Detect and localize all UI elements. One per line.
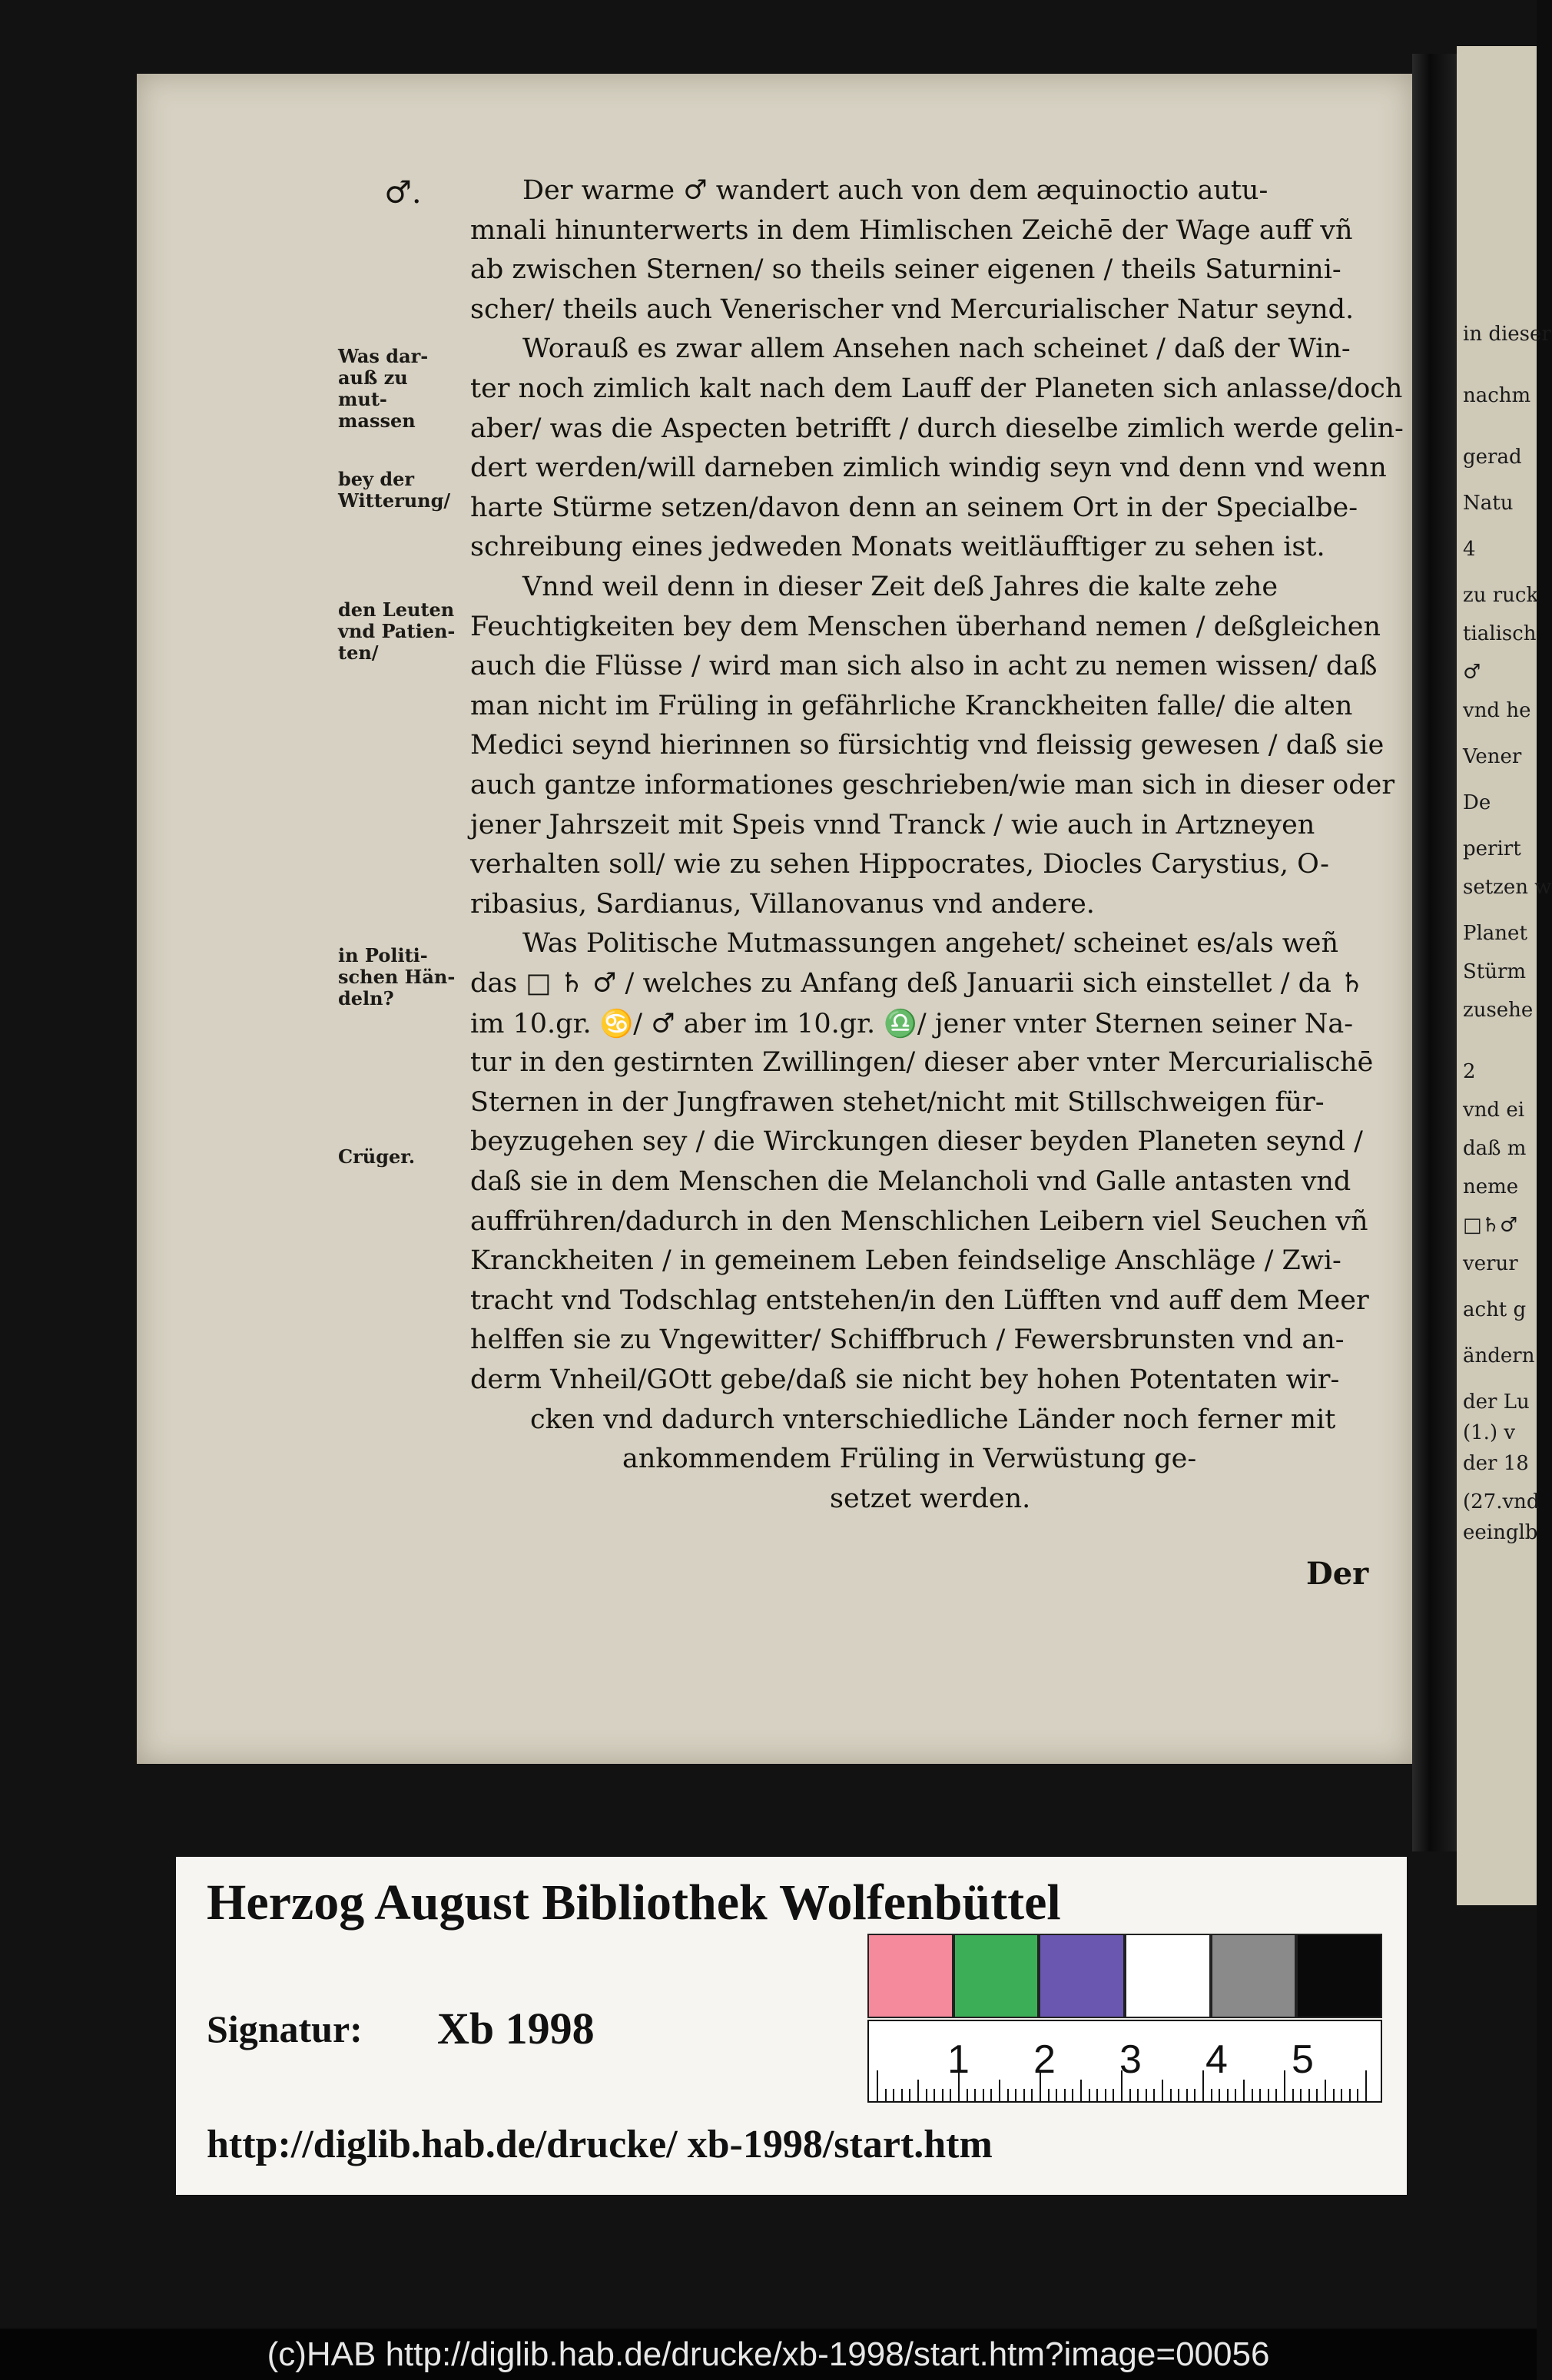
ruler-tick: [1080, 2080, 1082, 2101]
ruler-tick: [1023, 2089, 1025, 2101]
adjacent-page-text: (27.vnd: [1463, 1490, 1540, 1513]
ruler-tick: [1056, 2089, 1057, 2101]
adjacent-page-text: setzen w: [1463, 876, 1552, 899]
adjacent-page-text: vnd he: [1463, 699, 1531, 722]
margin-note: Was dar- auß zu mut- massen: [338, 345, 429, 432]
ruler-tick: [901, 2089, 903, 2101]
ruler-tick: [1146, 2089, 1147, 2101]
ruler-tick: [942, 2089, 943, 2101]
ruler-tick: [917, 2080, 919, 2101]
adjacent-page-text: zu ruck: [1463, 584, 1539, 607]
body-text-line: Feuchtigkeiten bey dem Menschen überhand nemen / deßgleichen: [470, 611, 1381, 642]
body-text-line: scher/ theils auch Venerischer vnd Mercurialischer Natur seynd.: [470, 293, 1355, 325]
library-card: [176, 1857, 1407, 2195]
adjacent-page-text: der 18: [1463, 1452, 1529, 1475]
ruler-tick: [926, 2089, 927, 2101]
ruler-tick: [1284, 2070, 1285, 2101]
ruler-tick: [1316, 2089, 1318, 2101]
adjacent-page-text: Planet: [1463, 922, 1527, 945]
body-text-line: Vnnd weil denn in dieser Zeit deß Jahres die kalte zehe: [522, 572, 1278, 602]
adjacent-page-text: tialisch: [1463, 622, 1537, 645]
margin-note: bey der Witterung/: [338, 468, 451, 512]
adjacent-page-text: daß m: [1463, 1137, 1527, 1160]
adjacent-page-text: Vener: [1463, 745, 1522, 768]
body-text-line: helffen sie zu Vngewitter/ Schiffbruch / Fewersbrunsten vnd an-: [470, 1324, 1345, 1356]
ruler-tick: [1072, 2089, 1073, 2101]
adjacent-page-text: neme: [1463, 1175, 1519, 1198]
margin-note: Crüger.: [338, 1145, 416, 1168]
color-swatch: [1039, 1934, 1125, 2018]
adjacent-page-text: Natu: [1463, 492, 1514, 515]
signatur-value: Xb 1998: [437, 2004, 595, 2053]
margin-note: in Politi- schen Hän- deln?: [338, 944, 456, 1009]
color-swatch: [1211, 1934, 1297, 2018]
adjacent-page-text: eeinglb: [1463, 1521, 1538, 1544]
color-swatch: [1125, 1934, 1211, 2018]
ruler-number: 4: [1205, 2037, 1228, 2082]
adjacent-page-fragment: [1457, 46, 1552, 1905]
ruler-tick: [983, 2089, 984, 2101]
ruler-tick: [1048, 2089, 1050, 2101]
adjacent-page-text: De: [1463, 791, 1491, 814]
body-text-line: mnali hinunterwerts in dem Himlischen Zeichē der Wage auff vñ: [470, 214, 1353, 246]
catchword: Der: [1306, 1556, 1369, 1592]
ruler-tick: [1202, 2070, 1204, 2101]
ruler-tick: [1194, 2089, 1196, 2101]
ruler-tick: [1153, 2089, 1155, 2101]
ruler-tick: [1333, 2089, 1335, 2101]
body-text-line: aber/ was die Aspecten betrifft / durch dieselbe zimlich werde gelin-: [470, 413, 1404, 444]
ruler-tick: [877, 2070, 878, 2101]
library-url: http://diglib.hab.de/drucke/ xb-1998/start.htm: [207, 2123, 993, 2166]
adjacent-page-text: verur: [1463, 1252, 1518, 1275]
ruler-tick: [1089, 2089, 1090, 2101]
body-text-line: im 10.gr. ♋/ ♂ aber im 10.gr. ♎/ jener vnter Sternen seiner Na-: [470, 1008, 1354, 1039]
ruler-number: 1: [947, 2037, 970, 2082]
body-text-line: das □ ♄ ♂ / welches zu Anfang deß Januarii sich einstellet / da ♄: [470, 968, 1365, 999]
ruler-tick: [1349, 2089, 1351, 2101]
adjacent-page-text: ändern: [1463, 1344, 1535, 1367]
ruler-number: 5: [1292, 2037, 1314, 2082]
ruler-tick: [1219, 2089, 1220, 2101]
ruler-tick: [1096, 2089, 1098, 2101]
ruler-tick: [1325, 2080, 1326, 2101]
ruler-tick: [934, 2089, 935, 2101]
ruler-tick: [1178, 2089, 1179, 2101]
body-text-line: harte Stürme setzen/davon denn an seinem Ort in der Specialbe-: [470, 492, 1358, 523]
ruler-tick: [1292, 2089, 1294, 2101]
body-text-line: man nicht im Früling in gefährliche Kranckheiten falle/ die alten: [470, 690, 1353, 721]
ruler-tick: [1341, 2089, 1342, 2101]
ruler-tick: [1170, 2089, 1172, 2101]
ruler-tick: [1137, 2089, 1139, 2101]
ruler-tick: [1300, 2089, 1302, 2101]
color-calibration-swatches: [867, 1934, 1382, 2018]
ruler-tick: [1105, 2089, 1106, 2101]
book-gutter: [1412, 54, 1457, 1851]
ruler-tick: [1243, 2080, 1245, 2101]
adjacent-page-text: in dieser: [1463, 323, 1551, 346]
ruler-number: 3: [1119, 2037, 1142, 2082]
adjacent-page-text: perirt: [1463, 837, 1521, 860]
copyright-credit: (c)HAB http://diglib.hab.de/drucke/xb-1998/start.htm?image=00056: [0, 2329, 1537, 2380]
ruler-tick: [1186, 2089, 1188, 2101]
ruler-tick: [1259, 2089, 1261, 2101]
color-swatch: [1296, 1934, 1382, 2018]
ruler-tick: [1365, 2070, 1367, 2101]
ruler-tick: [990, 2089, 992, 2101]
body-text-line: ankommendem Früling in Verwüstung ge-: [622, 1444, 1197, 1475]
body-text-line: ribasius, Sardianus, Villanovanus vnd andere.: [470, 888, 1095, 920]
adjacent-page-text: vnd ei: [1463, 1099, 1525, 1122]
ruler-tick: [893, 2089, 894, 2101]
ruler-tick: [885, 2089, 887, 2101]
body-text-line: daß sie in dem Menschen die Melancholi vnd Galle antasten vnd: [470, 1166, 1351, 1197]
body-text-line: auch die Flüsse / wird man sich also in acht zu nemen wissen/ daß: [470, 651, 1378, 682]
adjacent-page-text: nachm: [1463, 384, 1531, 407]
ruler-tick: [1015, 2089, 1016, 2101]
ruler-tick: [950, 2089, 951, 2101]
body-text-line: Der warme ♂ wandert auch von dem æquinoctio autu-: [522, 175, 1268, 206]
ruler-number: 2: [1033, 2037, 1056, 2082]
ruler-tick: [1357, 2089, 1358, 2101]
body-text-line: Was Politische Mutmassungen angehet/ scheinet es/als weñ: [522, 928, 1339, 960]
body-text-line: Kranckheiten / in gemeinem Leben feindselige Anschläge / Zwi-: [470, 1245, 1341, 1277]
ruler-tick: [1162, 2080, 1163, 2101]
adjacent-page-text: gerad: [1463, 446, 1522, 469]
body-text-line: tur in den gestirnten Zwillingen/ dieser aber vnter Mercurialischē: [470, 1047, 1374, 1079]
adjacent-page-text: zusehe: [1463, 999, 1534, 1022]
ruler-tick: [967, 2089, 968, 2101]
adjacent-page-text: acht g: [1463, 1298, 1527, 1321]
body-text-line: cken vnd dadurch vnterschiedliche Länder noch ferner mit: [530, 1404, 1336, 1435]
signatur-label: Signatur:: [207, 2007, 363, 2050]
adjacent-page-text: (1.) v: [1463, 1421, 1516, 1444]
body-text-line: verhalten soll/ wie zu sehen Hippocrates, Diocles Carystius, O-: [470, 849, 1329, 880]
ruler-tick: [1007, 2089, 1009, 2101]
adjacent-page-text: ♂: [1463, 661, 1481, 684]
ruler-tick: [1227, 2089, 1229, 2101]
body-text-line: dert werden/will darneben zimlich windig seyn vnd denn vnd wenn: [470, 452, 1387, 484]
ruler-tick: [974, 2089, 976, 2101]
body-text-line: Medici seynd hierinnen so fürsichtig vnd fleissig gewesen / daß sie: [470, 730, 1385, 761]
ruler-tick: [1064, 2089, 1066, 2101]
ruler-tick: [999, 2080, 1000, 2101]
adjacent-page-text: 4: [1463, 538, 1476, 561]
ruler-tick: [1113, 2089, 1114, 2101]
body-text-line: auffrühren/dadurch in den Menschlichen Leibern viel Seuchen vñ: [470, 1205, 1368, 1237]
body-text-line: derm Vnheil/GOtt gebe/daß sie nicht bey hohen Potentaten wir-: [470, 1364, 1340, 1395]
margin-note: den Leuten vnd Patien- ten/: [338, 598, 456, 664]
margin-symbol: ♂.: [384, 175, 422, 210]
ruler-tick: [1031, 2089, 1033, 2101]
adjacent-page-text: der Lu: [1463, 1391, 1530, 1414]
body-text-line: ter noch zimlich kalt nach dem Lauff der Planeten sich anlasse/doch: [470, 373, 1403, 404]
body-text-line: auch gantze informationes geschrieben/wie man sich in dieser oder: [470, 770, 1395, 801]
body-text-line: beyzugehen sey / die Wirckungen dieser beyden Planeten seynd /: [470, 1126, 1363, 1158]
scale-ruler: [867, 2020, 1382, 2103]
body-text-line: setzet werden.: [830, 1483, 1031, 1514]
adjacent-page-text: Stürm: [1463, 960, 1527, 983]
body-text-line: Worauß es zwar allem Ansehen nach scheinet / daß der Win-: [522, 333, 1351, 365]
body-text-line: ab zwischen Sternen/ so theils seiner eigenen / theils Saturnini-: [470, 254, 1341, 286]
library-name: Herzog August Bibliothek Wolfenbüttel: [207, 1874, 1061, 1931]
ruler-tick: [1252, 2089, 1253, 2101]
body-text-line: Sternen in der Jungfrawen stehet/nicht mit Stillschweigen für-: [470, 1086, 1325, 1118]
body-text-line: jener Jahrszeit mit Speis vnnd Tranck / wie auch in Artzneyen: [470, 809, 1315, 840]
ruler-tick: [1129, 2089, 1131, 2101]
ruler-tick: [1275, 2089, 1277, 2101]
body-text-line: tracht vnd Todschlag entstehen/in den Lüfften vnd auff dem Meer: [470, 1284, 1369, 1316]
adjacent-page-text: 2: [1463, 1060, 1476, 1083]
adjacent-page-text: □♄♂: [1463, 1214, 1518, 1237]
ruler-tick: [909, 2089, 910, 2101]
ruler-tick: [1235, 2089, 1236, 2101]
color-swatch: [867, 1934, 953, 2018]
body-text-line: schreibung eines jedweden Monats weitläufftiger zu sehen ist.: [470, 532, 1325, 563]
color-swatch: [953, 1934, 1040, 2018]
ruler-tick: [1308, 2089, 1310, 2101]
ruler-tick: [1211, 2089, 1212, 2101]
ruler-tick: [1268, 2089, 1269, 2101]
